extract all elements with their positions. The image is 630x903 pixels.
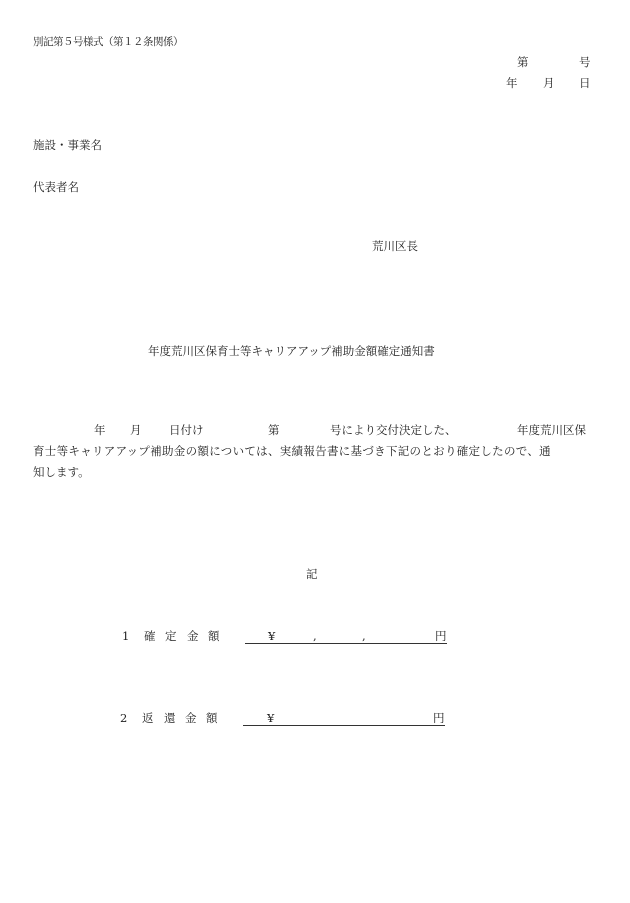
date-month: 月 [543,76,555,90]
comma: , [313,629,317,643]
item-label-char: 定 [165,629,177,643]
date-year: 年 [506,76,518,90]
yen-sign: ¥ [267,711,275,725]
body-fiscal-year: 年度荒川区保 [517,423,586,437]
item-label-char: 金 [187,629,199,643]
form-number: 別記第５号様式（第１２条関係） [33,36,183,48]
yen-sign: ¥ [268,629,276,643]
doc-number-prefix: 第 [517,55,529,69]
comma: , [362,629,366,643]
issuer: 荒川区長 [372,239,418,253]
item-label-char: 還 [164,711,176,725]
facility-name-label: 施設・事業名 [33,138,102,152]
date-day: 日 [579,76,591,90]
item-label-char: 返 [142,711,154,725]
body-no-suffix: 号により交付決定した、 [330,423,457,437]
document-title: 年度荒川区保育士等キャリアアップ補助金額確定通知書 [148,344,435,358]
item-number: 2 [120,711,128,725]
item-number: 1 [122,629,130,643]
item-label-char: 額 [208,629,220,643]
item-label-char: 確 [144,629,156,643]
ki-heading: 記 [306,567,318,581]
item-label-char: 金 [185,711,197,725]
doc-number-suffix: 号 [579,55,591,69]
body-line-3: 知します。 [33,465,90,479]
yen-unit: 円 [435,629,447,643]
body-year: 年 [94,423,106,437]
representative-name-label: 代表者名 [33,180,79,194]
item-label-char: 額 [206,711,218,725]
body-no-prefix: 第 [268,423,280,437]
body-month: 月 [130,423,142,437]
body-dated: 日付け [169,423,204,437]
body-line-2: 育士等キャリアアップ補助金の額については、実績報告書に基づき下記のとおり確定したので、通 [33,444,551,458]
yen-unit: 円 [433,711,445,725]
